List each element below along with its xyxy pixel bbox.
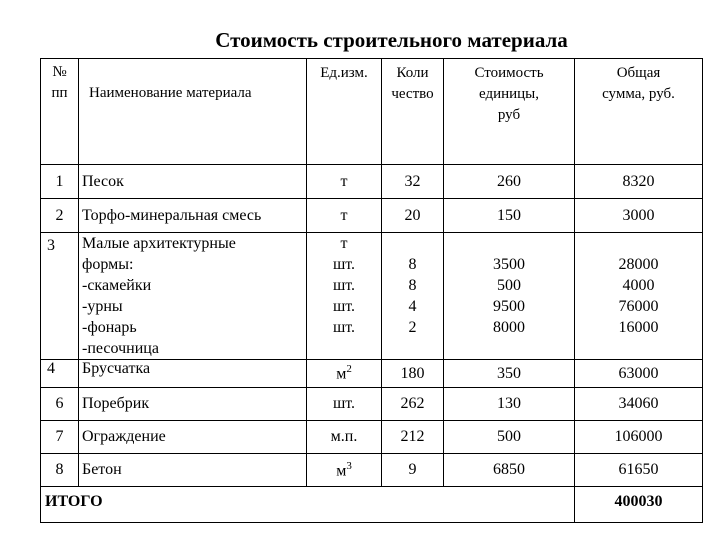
header-total xyxy=(575,59,703,165)
table-row xyxy=(41,233,703,360)
row-qty: 180 xyxy=(382,360,444,388)
row-total: 8320 xyxy=(575,165,703,199)
row-unit xyxy=(307,360,382,388)
price-line: 9500 xyxy=(493,298,525,315)
total-line: 76000 xyxy=(618,298,659,315)
unit-sup: 3 xyxy=(346,459,352,472)
header-unit: Ед.изм. xyxy=(307,59,382,165)
qty-line: 8 xyxy=(408,256,417,273)
row-qty xyxy=(382,233,444,360)
row-name: Торфо-минеральная смесь xyxy=(79,199,307,233)
unit-line: шт. xyxy=(332,319,356,336)
name-line: -фонарь xyxy=(82,319,137,336)
header-price-line3: руб xyxy=(497,107,521,123)
row-unit: м.п. xyxy=(307,421,382,454)
row-num: 7 xyxy=(41,421,79,454)
row-total xyxy=(575,233,703,360)
unit-line: шт. xyxy=(332,256,356,273)
row-num: 2 xyxy=(41,199,79,233)
row-num-3: 3 xyxy=(47,237,55,254)
total-value: 400030 xyxy=(575,487,703,523)
materials-table xyxy=(40,58,703,523)
row-name: Поребрик xyxy=(79,388,307,421)
total-row xyxy=(41,487,703,523)
table-row xyxy=(41,165,703,199)
row-price: 130 xyxy=(444,388,575,421)
row-name: Песок xyxy=(79,165,307,199)
row-unit: т xyxy=(307,199,382,233)
price-line: 500 xyxy=(497,277,521,294)
header-price-line1: Стоимость xyxy=(474,65,544,81)
name-line: -урны xyxy=(82,298,123,315)
row-num: 1 xyxy=(41,165,79,199)
header-num xyxy=(41,59,79,165)
name-line: формы: xyxy=(82,256,134,273)
unit-sup: 2 xyxy=(346,363,352,376)
row-name: Ограждение xyxy=(79,421,307,454)
row-price: 350 xyxy=(444,360,575,388)
total-label: ИТОГО xyxy=(41,487,575,523)
table-row xyxy=(41,360,703,388)
row-num: 4 xyxy=(41,360,79,388)
row-price: 6850 xyxy=(444,454,575,487)
header-price-line2: единицы, xyxy=(478,86,540,102)
row-price xyxy=(444,233,575,360)
row-qty: 262 xyxy=(382,388,444,421)
name-line: -песочница xyxy=(82,340,159,357)
row-num xyxy=(41,233,79,360)
total-line: 16000 xyxy=(618,319,659,336)
total-line: 28000 xyxy=(618,256,659,273)
unit-line: шт. xyxy=(332,277,356,294)
row-price: 150 xyxy=(444,199,575,233)
header-qty-line1: Коли xyxy=(396,65,429,81)
header-total-line2: сумма, руб. xyxy=(602,86,675,102)
header-num-line1: № xyxy=(52,64,67,80)
header-price xyxy=(444,59,575,165)
price-line: 8000 xyxy=(493,319,525,336)
unit-text: м xyxy=(336,462,347,480)
name-line: -скамейки xyxy=(82,277,152,294)
unit-line: шт. xyxy=(332,298,356,315)
row-total: 61650 xyxy=(575,454,703,487)
table-row xyxy=(41,199,703,233)
unit-line: т xyxy=(340,235,348,252)
header-num-line2: пп xyxy=(51,85,68,101)
header-name: Наименование материала xyxy=(79,59,307,165)
row-num: 8 xyxy=(41,454,79,487)
header-qty-line2: чество xyxy=(391,86,434,102)
row-price: 500 xyxy=(444,421,575,454)
row-unit xyxy=(307,233,382,360)
row-qty: 9 xyxy=(382,454,444,487)
table-row xyxy=(41,454,703,487)
header-total-line1: Общая xyxy=(616,65,661,81)
row-total: 63000 xyxy=(575,360,703,388)
name-line: Малые архитектурные xyxy=(82,235,236,252)
row-qty: 212 xyxy=(382,421,444,454)
row-qty: 32 xyxy=(382,165,444,199)
row-price: 260 xyxy=(444,165,575,199)
row-name: Бетон xyxy=(79,454,307,487)
row-num: 6 xyxy=(41,388,79,421)
page-title: Стоимость строительного материала xyxy=(215,28,568,52)
qty-line: 8 xyxy=(408,277,417,294)
header-row xyxy=(41,59,703,165)
table-row xyxy=(41,421,703,454)
header-qty xyxy=(382,59,444,165)
row-total: 34060 xyxy=(575,388,703,421)
row-name: Брусчатка xyxy=(79,360,307,388)
row-unit: т xyxy=(307,165,382,199)
row-unit: шт. xyxy=(307,388,382,421)
row-unit xyxy=(307,454,382,487)
qty-line: 2 xyxy=(408,319,417,336)
row-name xyxy=(79,233,307,360)
row-total: 3000 xyxy=(575,199,703,233)
qty-line: 4 xyxy=(408,298,417,315)
table-row xyxy=(41,388,703,421)
unit-text: м xyxy=(336,365,347,383)
row-total: 106000 xyxy=(575,421,703,454)
row-qty: 20 xyxy=(382,199,444,233)
price-line: 3500 xyxy=(493,256,525,273)
total-line: 4000 xyxy=(622,277,655,294)
